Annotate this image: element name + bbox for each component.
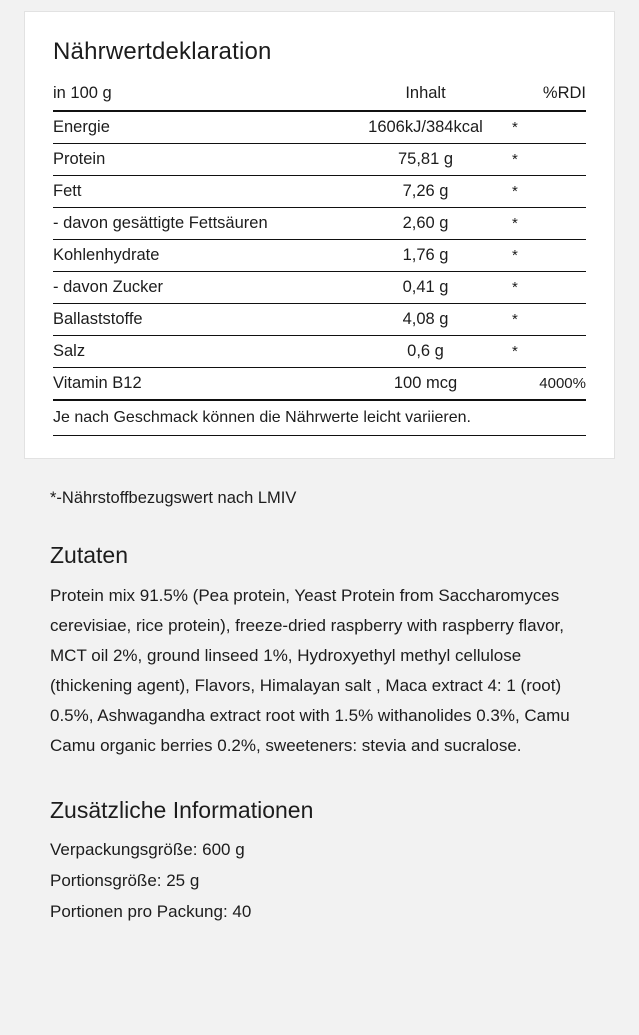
row-label: Ballaststoffe: [53, 303, 343, 335]
row-label: Protein: [53, 143, 343, 175]
column-header-label: in 100 g: [53, 84, 343, 111]
row-value: 1,76 g: [343, 239, 508, 271]
ingredients-title: Zutaten: [50, 542, 128, 569]
nutrition-declaration-card: [24, 11, 615, 459]
row-rdi: *: [508, 175, 586, 207]
row-label: Energie: [53, 111, 343, 143]
row-label: - davon Zucker: [53, 271, 343, 303]
rdi-footnote: *-Nährstoffbezugswert nach LMIV: [50, 489, 297, 508]
product-detail-page: [0, 11, 639, 1035]
list-item: Verpackungsgröße: 600 g: [50, 839, 245, 859]
column-header-value: Inhalt: [343, 84, 508, 111]
row-rdi: *: [508, 335, 586, 367]
row-value: 0,41 g: [343, 271, 508, 303]
nutrition-title: Nährwertdeklaration: [53, 38, 272, 65]
nutrition-table-body: [53, 111, 586, 436]
row-value: 2,60 g: [343, 207, 508, 239]
row-rdi: *: [508, 207, 586, 239]
list-item: Portionen pro Packung: 40: [50, 902, 252, 922]
table-row: [53, 111, 586, 143]
table-row: [53, 367, 586, 399]
row-rdi: 4000%: [508, 367, 586, 399]
table-row: [53, 143, 586, 175]
table-row: [53, 175, 586, 207]
row-rdi: *: [508, 303, 586, 335]
column-header-rdi: %RDI: [508, 84, 586, 111]
row-value: 7,26 g: [343, 175, 508, 207]
list-item: Portionsgröße: 25 g: [50, 870, 200, 890]
row-value: 0,6 g: [343, 335, 508, 367]
nutrition-table: [53, 84, 586, 436]
row-label: Kohlenhydrate: [53, 239, 343, 271]
table-row: [53, 239, 586, 271]
row-label: Fett: [53, 175, 343, 207]
table-row: [53, 303, 586, 335]
row-label: Salz: [53, 335, 343, 367]
nutrition-table-header: [53, 84, 586, 111]
row-rdi: *: [508, 239, 586, 271]
table-row: [53, 207, 586, 239]
table-row: [53, 271, 586, 303]
nutrition-note-row: [53, 400, 586, 436]
row-value: 1606kJ/384kcal: [343, 111, 508, 143]
ingredients-text: Protein mix 91.5% (Pea protein, Yeast Protein from Saccharomyces cerevisiae, rice protein), freeze-dried raspberry with raspberry flavor, MCT oil 2%, ground linseed 1%, Hydroxyethyl methyl cellulose (thickening agent), Flavors, Himalayan salt , Maca extract 4: 1 (root) 0.5%, Ashwagandha extract root with 1.5% withanolides 0.3%, Camu Camu organic berries 0.2%, sweeteners: stevia and sucralose.: [50, 586, 570, 755]
row-rdi: *: [508, 271, 586, 303]
row-label: - davon gesättigte Fettsäuren: [53, 207, 343, 239]
nutrition-note: Je nach Geschmack können die Nährwerte leicht variieren.: [53, 400, 586, 436]
row-value: 75,81 g: [343, 143, 508, 175]
row-rdi: *: [508, 143, 586, 175]
row-rdi: *: [508, 111, 586, 143]
additional-information-list: [50, 834, 615, 928]
row-label: Vitamin B12: [53, 367, 343, 399]
additional-information-title: Zusätzliche Informationen: [50, 796, 314, 823]
row-value: 4,08 g: [343, 303, 508, 335]
table-row: [53, 335, 586, 367]
row-value: 100 mcg: [343, 367, 508, 399]
table-header-row: [53, 84, 586, 111]
